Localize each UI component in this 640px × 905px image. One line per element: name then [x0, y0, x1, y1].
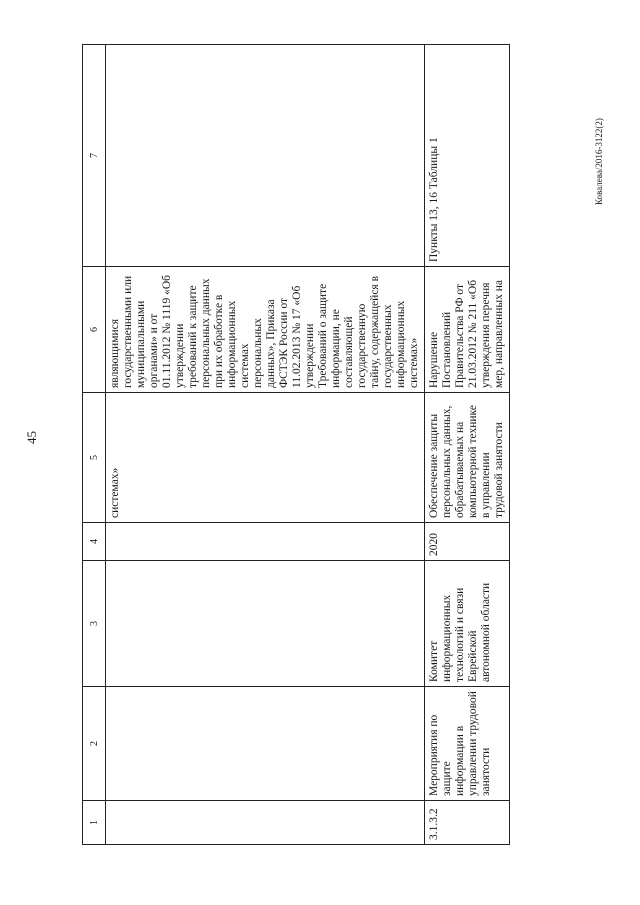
page-number: 45 — [24, 431, 39, 444]
cell-measure-name — [106, 687, 425, 801]
cell-year — [106, 523, 425, 561]
table-row-3-1-3-2 — [425, 45, 510, 845]
table-row-continuation — [106, 45, 425, 845]
header-col-7: 7 — [83, 45, 106, 267]
cell-measure-name: Мероприятия по защите информации в управлении трудовой занятости — [425, 687, 510, 801]
cell-result: системах» — [106, 393, 425, 523]
cell-risk: Нарушение Постановлений Правительства РФ от 21.03.2012 № 211 «Об утверждения перечня мер, направленных на — [425, 267, 510, 393]
header-col-5: 5 — [83, 393, 106, 523]
cell-indicator: Пункты 13, 16 Таблицы 1 — [425, 45, 510, 267]
cell-number — [106, 801, 425, 845]
cell-indicator — [106, 45, 425, 267]
document-code: Ковалева/2016-3122(2) — [594, 118, 604, 205]
header-col-1: 1 — [83, 801, 106, 845]
cell-result: Обеспечение защиты персональных данных, обрабатываемых на компьютерной технике в управлении трудовой занятости — [425, 393, 510, 523]
cell-executor — [106, 561, 425, 687]
rotated-table-sheet — [82, 45, 505, 845]
header-col-4: 4 — [83, 523, 106, 561]
header-col-6: 6 — [83, 267, 106, 393]
table-header-row — [83, 45, 106, 845]
cell-year: 2020 — [425, 523, 510, 561]
cell-number: 3.1.3.2 — [425, 801, 510, 845]
header-col-2: 2 — [83, 687, 106, 801]
cell-executor: Комитет информационных технологий и связи Еврейской автономной области — [425, 561, 510, 687]
measures-table — [82, 44, 510, 845]
header-col-3: 3 — [83, 561, 106, 687]
cell-risk: являющимися государственными или муниципальными органами» и от 01.11.2012 № 1119 «Об утверждении требований к защите персональных данных при их обработке в информационных системах персональных данных», Приказа ФСТЭК России от 11.02.2013 № 17 «Об утверждении Требований о защите информации, не составляющей государственную тайну, содержащейся в государственных информационных системах» — [106, 267, 425, 393]
